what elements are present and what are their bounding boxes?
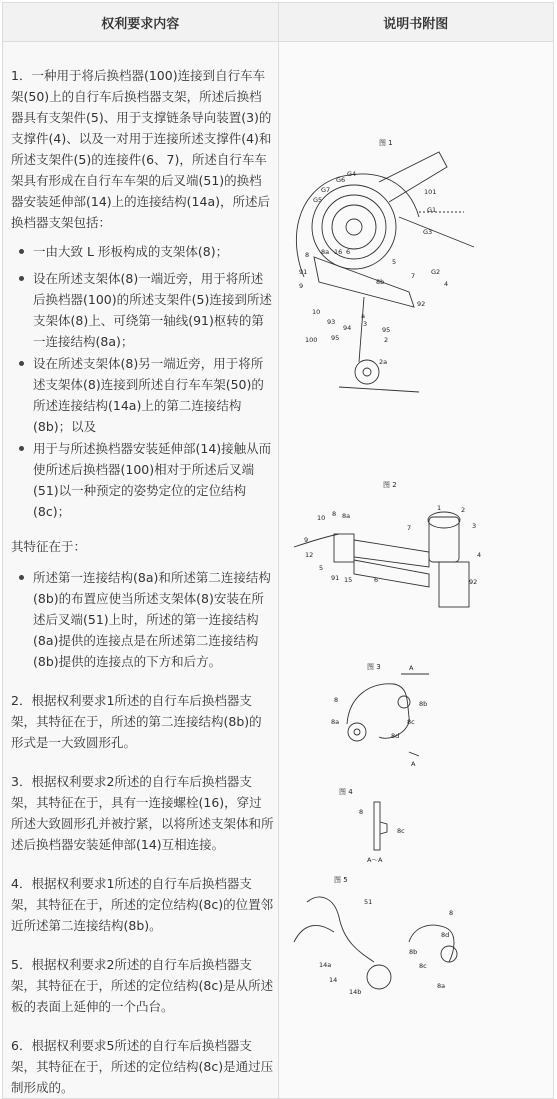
fig2-label: 91 — [330, 574, 339, 582]
fig2-label: 8a — [341, 512, 350, 520]
fig3-bracket-body — [347, 684, 409, 738]
fig1-label: 100 — [304, 336, 317, 344]
fig2-label: 15 — [343, 576, 352, 584]
table-header-row — [3, 3, 554, 42]
fig2-label: 4 — [476, 551, 481, 559]
fig3-pivot-center — [354, 729, 360, 735]
fig1-label: a — [360, 312, 365, 320]
fig3-label: 8b — [418, 700, 427, 708]
fig4-boss-8c — [380, 822, 387, 834]
fig1-label: 7 — [410, 272, 415, 280]
figures-cell — [278, 42, 554, 1099]
fig2-bracket — [334, 534, 354, 562]
fig3-section-marks — [401, 674, 429, 756]
fig5-label: 51 — [363, 898, 372, 906]
fig1-label: 95 — [381, 326, 390, 334]
fig2-link-lower — [354, 560, 429, 587]
fig2-title: 图 2 — [382, 481, 397, 489]
characterized-item: 所述第一连接结构(8a)和所述第二连接结构(8b)的布置应使当所述支架体(8)安装在所述后叉端(51)上时，所述的第一连接结构(8a)提供的连接点是在所述第二连接结构(8b)提供的连接点的下方和后方。 — [33, 567, 274, 672]
fig3-label: 8 — [333, 696, 338, 704]
fig1-lower-pulley-hub — [363, 368, 371, 376]
fig1-label: 3 — [362, 320, 367, 328]
fig1-frame-stay — [379, 152, 447, 202]
fig1-chain — [339, 387, 419, 392]
header-figures: 说明书附图 — [278, 3, 554, 42]
fig1-label: 10 — [311, 308, 320, 316]
fig1-label: 8b — [375, 278, 384, 286]
figure-1 — [296, 138, 474, 392]
claim-2: 2．根据权利要求1所述的自行车后换档器支架，其特征在于，所述的第二连接结构(8b)的形式是一大致圆形孔。 — [11, 693, 262, 750]
fig2-label: 10 — [316, 514, 325, 522]
fig5-dropout-14b — [367, 965, 391, 989]
fig3-hole-8b — [398, 696, 410, 708]
fig5-label: 8 — [448, 909, 453, 917]
fig1-label: G2 — [430, 268, 440, 276]
fig5-frame-stay — [294, 925, 334, 942]
fig1-label: G3 — [422, 228, 432, 236]
claim-3: 3．根据权利要求2所述的自行车后换档器支架，其特征在于，具有一连接螺栓(16)，穿过所述大致圆形孔并被拧紧，以将所述支架体和所述后换档器安装延伸部(14)互相连接。 — [11, 774, 274, 852]
fig2-label: 92 — [468, 578, 477, 586]
figure-2 — [294, 480, 481, 607]
fig2-label: 8 — [331, 510, 336, 518]
fig1-label: 2 — [383, 336, 388, 344]
figure-3 — [331, 662, 429, 768]
fig1-label: 92 — [416, 300, 425, 308]
fig1-cable — [399, 217, 474, 247]
fig1-cassette-inner — [332, 205, 376, 249]
fig2-hub-body — [429, 517, 459, 562]
fig3-label: A — [410, 760, 415, 768]
fig1-label: 8a — [320, 248, 329, 256]
fig1-label: G5 — [312, 196, 322, 204]
figure-4 — [339, 787, 405, 864]
fig2-label: 3 — [471, 522, 476, 530]
fig5-label: 14a — [318, 961, 331, 969]
claims-figures-table — [2, 2, 554, 1099]
fig3-label: 8a — [330, 718, 339, 726]
fig1-hub — [346, 219, 362, 235]
fig5-title: 图 5 — [333, 876, 348, 884]
fig5-label: 14 — [328, 976, 337, 984]
fig4-label: 8 — [358, 808, 363, 816]
fig1-label: G4 — [346, 170, 356, 178]
fig1-label: 101 — [423, 188, 436, 196]
fig5-label: 8d — [440, 931, 449, 939]
fig3-label: 8d — [390, 732, 399, 740]
fig5-label: 8c — [418, 962, 427, 970]
fig5-label: 8b — [408, 948, 417, 956]
fig2-label: 7 — [406, 524, 411, 532]
content-row — [3, 42, 554, 1099]
fig2-hub-top — [428, 512, 460, 528]
fig5-pivot-8a — [441, 946, 457, 962]
header-claims: 权利要求内容 — [3, 3, 279, 42]
fig1-label: 94 — [342, 324, 351, 332]
claim-4: 4．根据权利要求1所述的自行车后换档器支架，其特征在于，所述的定位结构(8c)的位置邻近所述第二连接结构(8b)。 — [11, 876, 274, 933]
fig1-label: 8 — [304, 251, 309, 259]
fig3-label: A — [408, 664, 413, 672]
claim-1-item: 设在所述支架体(8)另一端近旁，用于将所述支架体(8)连接到所述自行车车架(50)的所述连接结构(14a)上的第二连接结构(8b)；以及 — [33, 353, 274, 437]
fig2-label: 1 — [436, 504, 441, 512]
patent-figures — [279, 42, 492, 1036]
fig1-label: 2a — [378, 358, 387, 366]
figure-5 — [294, 875, 457, 996]
fig1-label: 4 — [443, 280, 448, 288]
fig1-title: 图 1 — [378, 139, 393, 147]
fig4-title: 图 4 — [338, 788, 353, 796]
fig4-label: 8c — [396, 827, 405, 835]
claim-1-item: 设在所述支架体(8)一端近旁，用于将所述后换档器(100)的所述支架件(5)连接到所述支架体(8)上、可绕第一轴线(91)枢转的第一连接结构(8a)； — [33, 268, 274, 352]
characterized-heading: 其特征在于： — [11, 539, 87, 554]
fig5-label: 14b — [348, 988, 361, 996]
claim-5: 5．根据权利要求2所述的自行车后换档器支架，其特征在于，所述的定位结构(8c)是从所述板的表面上延伸的一个凸台。 — [11, 957, 274, 1014]
fig2-label: 9 — [303, 536, 308, 544]
claim-1-intro: 1．一种用于将后换档器(100)连接到自行车车架(50)上的自行车后换档器支架，所述后换档器具有支架件(5)、用于支撑链条导向装置(3)的支撑件(4)、以及一对用于连接所述支撑件(4)和所述支架件(5)的连接件(6、7)，所述自行车车架具有形成在自行车车架的后叉端(51)的换档器安装延伸部(14)上的连接结构(14a)，所述后换档器支架包括： — [11, 68, 272, 230]
fig2-cage — [439, 562, 469, 607]
fig1-lower-pulley — [355, 360, 379, 384]
fig3-pivot-8a — [348, 723, 366, 741]
fig5-label: 8a — [436, 982, 445, 990]
fig1-label: G1 — [426, 206, 436, 214]
fig1-label: 16 — [333, 248, 342, 256]
fig1-cassette-outer — [312, 185, 396, 269]
fig1-label: 6 — [345, 248, 350, 256]
characterized-items — [11, 567, 274, 672]
claim-6: 6．根据权利要求5所述的自行车后换档器支架，其特征在于，所述的定位结构(8c)是通过压制形成的。 — [11, 1038, 274, 1095]
fig2-label: 5 — [318, 564, 323, 572]
fig2-label: 2 — [460, 506, 465, 514]
fig5-frame-dropout — [307, 897, 374, 962]
fig4-plate-section — [374, 802, 380, 850]
fig1-cage — [359, 297, 364, 362]
fig1-label: 9 — [298, 282, 303, 290]
fig1-label: 95 — [330, 334, 339, 342]
claim-1-item: 用于与所述换档器安装延伸部(14)接触从而使所述后换档器(100)相对于所述后叉端(51)以一种预定的姿势定位的定位结构(8c)； — [33, 438, 274, 522]
fig2-label: 6 — [373, 576, 378, 584]
fig1-label: G6 — [335, 176, 345, 184]
fig1-label: G7 — [320, 186, 330, 194]
fig2-label: 12 — [304, 551, 313, 559]
fig1-label: 91 — [298, 268, 307, 276]
claim-1-items — [11, 241, 274, 522]
fig2-cable — [294, 534, 339, 547]
fig1-label: 5 — [391, 258, 396, 266]
fig3-title: 图 3 — [366, 663, 381, 671]
claim-1-item: 一由大致 L 形板构成的支架体(8)； — [33, 241, 274, 262]
fig2-link-upper — [354, 540, 429, 567]
fig3-label: 8c — [406, 718, 415, 726]
fig4-label: A～A — [366, 856, 382, 864]
fig1-label: 93 — [326, 318, 335, 326]
claims-text-cell — [3, 42, 279, 1099]
